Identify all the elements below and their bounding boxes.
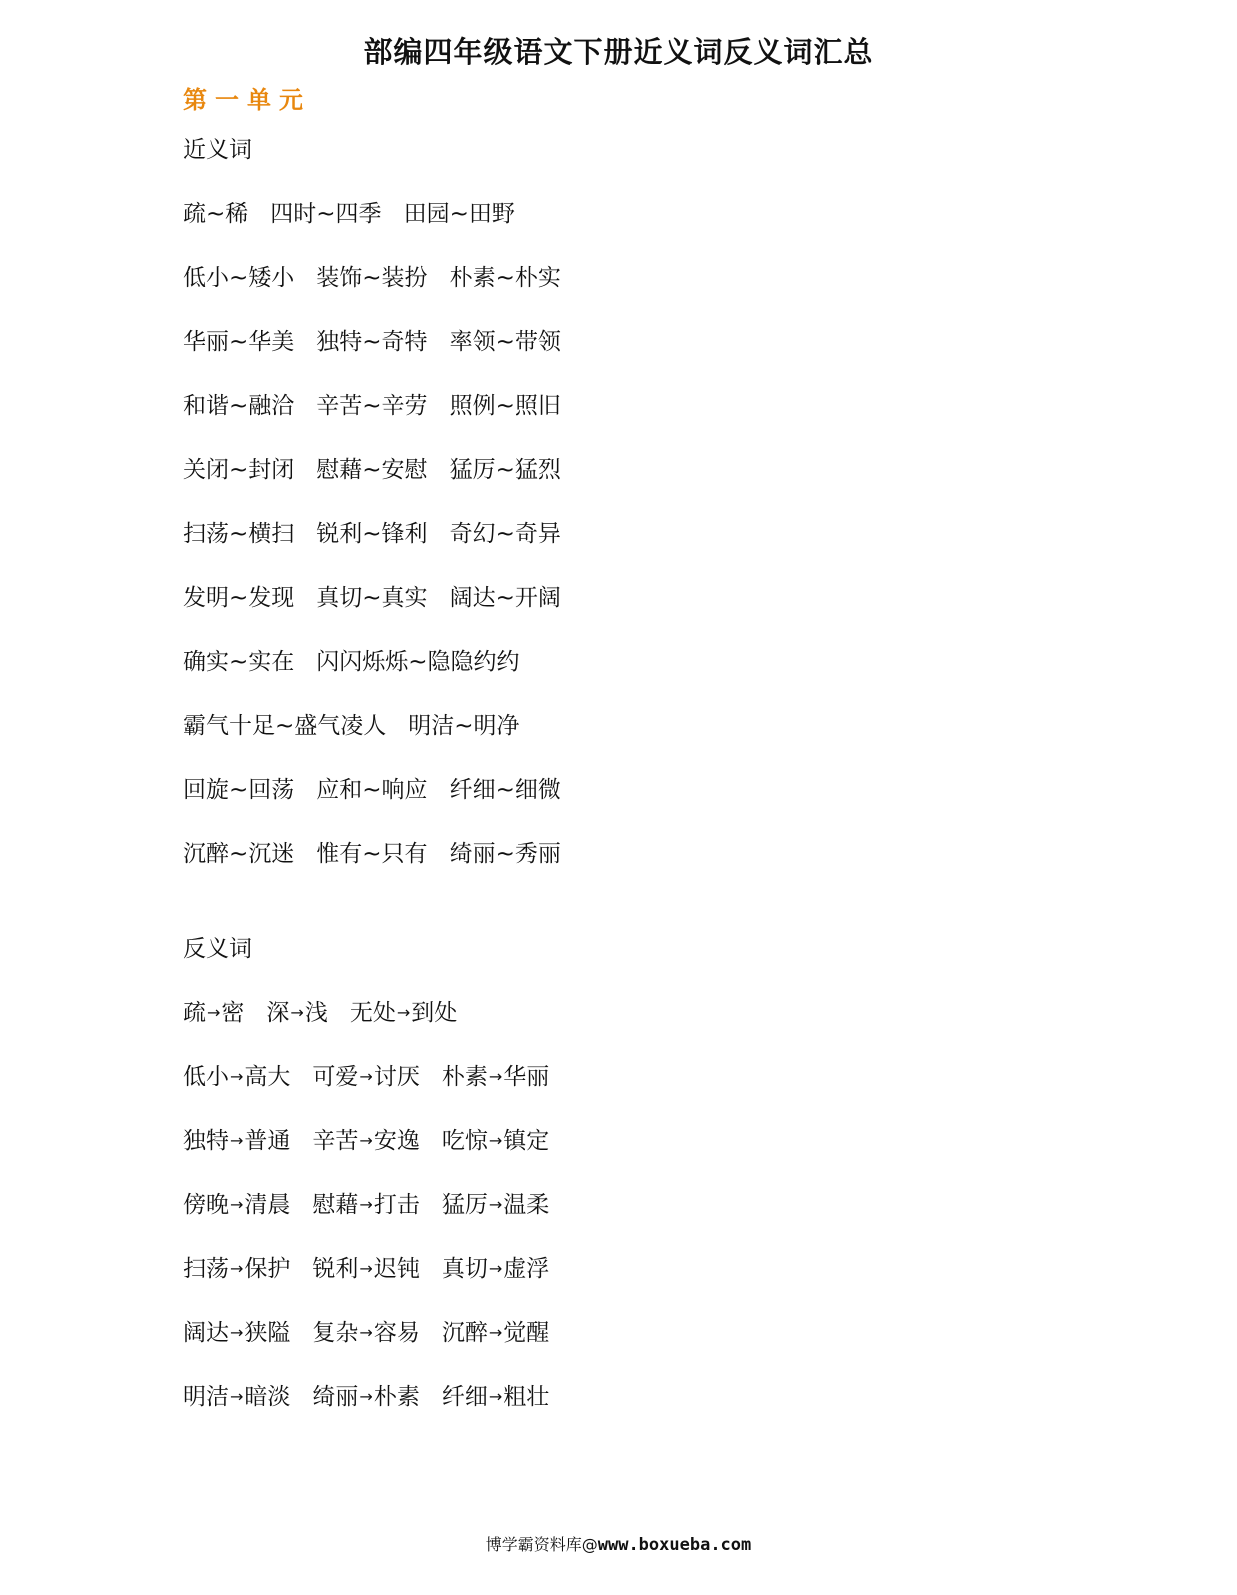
footer	[0, 1532, 1237, 1558]
synonym-pair: 疏~稀	[183, 201, 249, 227]
synonym-list	[183, 196, 583, 900]
arrow-right-icon: →	[359, 1131, 373, 1150]
antonym-word: 深	[266, 1000, 290, 1026]
synonym-line	[183, 324, 583, 388]
antonym-word: 可爱	[312, 1064, 359, 1090]
antonym-word: 明洁	[183, 1384, 229, 1410]
synonym-line	[183, 772, 583, 836]
antonym-word: 阔达	[183, 1320, 229, 1346]
antonym-pair	[183, 1059, 290, 1095]
antonym-pair	[183, 995, 244, 1031]
synonym-pair: 纤细~细微	[449, 777, 561, 803]
antonym-opposite-word: 狭隘	[244, 1320, 291, 1346]
antonym-opposite-word: 打击	[373, 1192, 420, 1218]
synonym-pair: 回旋~回荡	[183, 777, 295, 803]
synonym-pair: 率领~带领	[449, 329, 561, 355]
antonym-opposite-word: 到处	[411, 1000, 458, 1026]
antonym-opposite-word: 讨厌	[373, 1064, 420, 1090]
arrow-right-icon: →	[488, 1131, 503, 1150]
arrow-right-icon: →	[230, 1067, 244, 1086]
antonym-pair	[442, 1123, 549, 1159]
antonym-list	[183, 995, 571, 1443]
synonym-pair: 辛苦~辛劳	[316, 393, 428, 419]
footer-url[interactable]: www.boxueba.com	[597, 1535, 752, 1555]
synonym-pair: 沉醉~沉迷	[183, 841, 295, 867]
antonym-pair	[350, 995, 457, 1031]
arrow-right-icon: →	[359, 1195, 373, 1214]
antonym-opposite-word: 觉醒	[503, 1320, 550, 1346]
synonym-pair: 锐利~锋利	[316, 521, 428, 547]
antonym-opposite-word: 温柔	[503, 1192, 550, 1218]
antonym-opposite-word: 朴素	[373, 1384, 420, 1410]
antonym-pair	[442, 1315, 549, 1351]
antonym-word: 傍晚	[183, 1192, 229, 1218]
antonym-word: 锐利	[312, 1256, 359, 1282]
antonym-pair	[183, 1123, 290, 1159]
synonym-pair: 应和~响应	[316, 777, 428, 803]
antonym-pair	[442, 1251, 549, 1287]
synonym-line	[183, 708, 583, 772]
antonym-word: 慰藉	[312, 1192, 359, 1218]
synonym-line	[183, 196, 583, 260]
synonym-pair: 闪闪烁烁~隐隐约约	[316, 649, 520, 675]
synonym-pair: 绮丽~秀丽	[449, 841, 561, 867]
synonym-pair: 关闭~封闭	[183, 457, 295, 483]
synonym-pair: 明洁~明净	[408, 713, 520, 739]
synonym-line	[183, 260, 583, 324]
arrow-right-icon: →	[359, 1259, 373, 1278]
antonym-pair	[312, 1059, 419, 1095]
antonym-word: 纤细	[441, 1384, 488, 1410]
antonym-line	[183, 1379, 571, 1443]
arrow-right-icon: →	[230, 1259, 244, 1278]
antonym-word: 扫荡	[183, 1256, 229, 1282]
synonym-pair: 阔达~开阔	[449, 585, 561, 611]
antonym-opposite-word: 容易	[373, 1320, 420, 1346]
antonym-opposite-word: 虚浮	[503, 1256, 550, 1282]
antonym-word: 真切	[441, 1256, 488, 1282]
synonym-pair: 霸气十足~盛气凌人	[183, 713, 387, 739]
synonym-pair: 低小~矮小	[183, 265, 295, 291]
arrow-right-icon: →	[230, 1195, 244, 1214]
antonym-word: 绮丽	[312, 1384, 359, 1410]
antonym-word: 独特	[183, 1128, 229, 1154]
arrow-right-icon: →	[290, 1003, 304, 1022]
synonym-pair: 惟有~只有	[316, 841, 428, 867]
antonym-pair	[442, 1379, 549, 1415]
synonym-line	[183, 516, 583, 580]
arrow-right-icon: →	[230, 1131, 244, 1150]
antonym-pair	[183, 1187, 290, 1223]
synonym-pair: 华丽~华美	[183, 329, 295, 355]
antonym-pair	[312, 1123, 419, 1159]
antonym-line	[183, 1251, 571, 1315]
synonym-line	[183, 580, 583, 644]
antonym-opposite-word: 华丽	[503, 1064, 550, 1090]
antonym-pair	[266, 995, 327, 1031]
antonym-word: 低小	[183, 1064, 229, 1090]
synonym-line	[183, 836, 583, 900]
antonym-opposite-word: 清晨	[244, 1192, 291, 1218]
synonym-pair: 装饰~装扮	[316, 265, 428, 291]
antonym-pair	[312, 1187, 419, 1223]
footer-source: 博学霸资料库@	[485, 1535, 598, 1554]
arrow-right-icon: →	[488, 1067, 503, 1086]
antonym-opposite-word: 安逸	[373, 1128, 420, 1154]
synonym-pair: 照例~照旧	[449, 393, 561, 419]
arrow-right-icon: →	[396, 1003, 411, 1022]
antonym-opposite-word: 普通	[244, 1128, 291, 1154]
synonym-pair: 四时~四季	[270, 201, 382, 227]
synonym-pair: 和谐~融洽	[183, 393, 295, 419]
antonym-opposite-word: 迟钝	[373, 1256, 420, 1282]
arrow-right-icon: →	[488, 1195, 503, 1214]
antonym-pair	[312, 1379, 419, 1415]
arrow-right-icon: →	[488, 1387, 503, 1406]
page-title: 部编四年级语文下册近义词反义词汇总	[363, 35, 874, 69]
synonym-pair: 确实~实在	[183, 649, 295, 675]
antonym-pair	[183, 1251, 290, 1287]
synonym-pair: 猛厉~猛烈	[449, 457, 561, 483]
synonym-pair: 朴素~朴实	[449, 265, 561, 291]
antonym-word: 辛苦	[312, 1128, 359, 1154]
synonym-pair: 田园~田野	[403, 201, 515, 227]
synonym-pair: 真切~真实	[316, 585, 428, 611]
unit-heading: 第一单元	[183, 86, 311, 114]
synonym-line	[183, 644, 583, 708]
arrow-right-icon: →	[488, 1259, 503, 1278]
synonyms-heading: 近义词	[183, 137, 252, 163]
antonym-line	[183, 1123, 571, 1187]
antonym-pair	[312, 1251, 419, 1287]
antonym-word: 复杂	[312, 1320, 359, 1346]
synonym-line	[183, 388, 583, 452]
antonym-opposite-word: 镇定	[503, 1128, 550, 1154]
synonym-pair: 发明~发现	[183, 585, 295, 611]
antonym-opposite-word: 保护	[244, 1256, 291, 1282]
antonym-opposite-word: 粗壮	[503, 1384, 550, 1410]
antonym-opposite-word: 密	[221, 1000, 245, 1026]
antonym-pair	[442, 1187, 549, 1223]
antonym-opposite-word: 暗淡	[244, 1384, 291, 1410]
antonym-word: 吃惊	[441, 1128, 488, 1154]
synonym-pair: 扫荡~横扫	[183, 521, 295, 547]
antonym-word: 沉醉	[441, 1320, 488, 1346]
antonyms-heading: 反义词	[183, 936, 252, 962]
antonym-line	[183, 1315, 571, 1379]
antonym-line	[183, 1187, 571, 1251]
synonym-pair: 奇幻~奇异	[449, 521, 561, 547]
synonym-pair: 慰藉~安慰	[316, 457, 428, 483]
antonym-opposite-word: 浅	[304, 1000, 328, 1026]
antonym-pair	[183, 1315, 290, 1351]
arrow-right-icon: →	[230, 1323, 244, 1342]
antonym-pair	[312, 1315, 419, 1351]
antonym-line	[183, 995, 571, 1059]
arrow-right-icon: →	[207, 1003, 221, 1022]
antonym-word: 猛厉	[441, 1192, 488, 1218]
synonym-pair: 独特~奇特	[316, 329, 428, 355]
antonym-word: 朴素	[441, 1064, 488, 1090]
antonym-pair	[183, 1379, 290, 1415]
synonym-line	[183, 452, 583, 516]
arrow-right-icon: →	[488, 1323, 503, 1342]
antonym-word: 无处	[349, 1000, 396, 1026]
arrow-right-icon: →	[359, 1387, 373, 1406]
antonym-opposite-word: 高大	[244, 1064, 291, 1090]
arrow-right-icon: →	[230, 1387, 244, 1406]
arrow-right-icon: →	[359, 1323, 373, 1342]
arrow-right-icon: →	[359, 1067, 373, 1086]
antonym-pair	[442, 1059, 549, 1095]
antonym-word: 疏	[183, 1000, 206, 1026]
antonym-line	[183, 1059, 571, 1123]
